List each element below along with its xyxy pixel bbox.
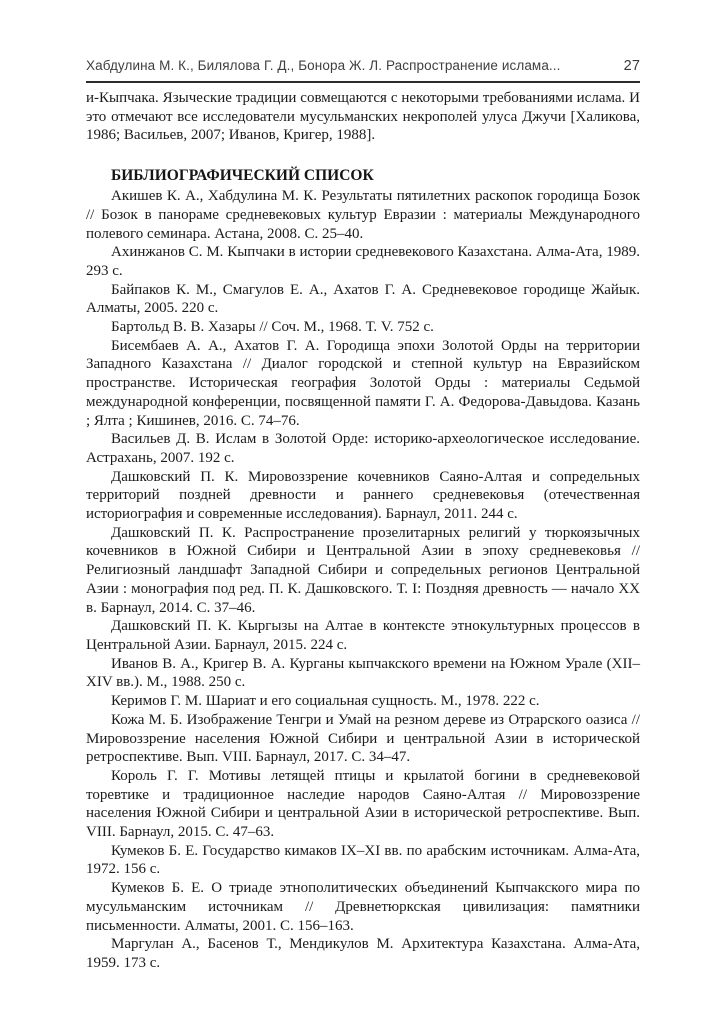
bibliography-entry: Король Г. Г. Мотивы летящей птицы и крылатой богини в средневековой торевтике и традиционное наследие народов Саяно-Алтая // Мировоззрение населения Южной Сибири и центральной Азии в исторической ретроспективе. Вып. VIII. Барнаул, 2015. С. 47–63. bbox=[86, 767, 640, 841]
bibliography-list bbox=[86, 187, 640, 973]
bibliography-entry: Байпаков К. М., Смагулов Е. А., Ахатов Г. А. Средневековое городище Жайык. Алматы, 2005. 220 с. bbox=[86, 281, 640, 317]
page-header bbox=[86, 58, 640, 74]
bibliography-entry: Кожа М. Б. Изображение Тенгри и Умай на резном дереве из Отрарского оазиса // Мировоззрение населения Южной Сибири и центральной Азии в исторической ретроспективе. Вып. VIII. Барнаул, 2017. С. 34–47. bbox=[86, 711, 640, 766]
bibliography-entry: Кумеков Б. Е. О триаде этнополитических объединений Кыпчакского мира по мусульманским источникам // Древнетюркская цивилизация: памятники письменности. Алматы, 2001. С. 156–163. bbox=[86, 880, 640, 934]
bibliography-entry: Ахинжанов С. М. Кыпчаки в истории средневекового Казахстана. Алма-Ата, 1989. 293 с. bbox=[86, 244, 640, 279]
bibliography-heading: БИБЛИОГРАФИЧЕСКИЙ СПИСОК bbox=[111, 167, 374, 185]
header-rule bbox=[86, 81, 640, 83]
bibliography-entry: Бисембаев А. А., Ахатов Г. А. Городища эпохи Золотой Орды на территории Западного Казахстана // Диалог городской и степной культур на Евразийском пространстве. Историческая география Золотой Орды : материалы Седьмой международной конференции, посвященной памяти Г. А. Федорова-Давыдова. Казань ; Ялта ; Кишинев, 2016. С. 74–76. bbox=[86, 337, 640, 429]
body-paragraph: и-Кыпчака. Языческие традиции совмещаются с некоторыми требованиями ислама. И это отмечают все исследователи мусульманских некрополей улуса Джучи [Халикова, 1986; Васильев, 2007; Иванов, Кригер, 1988]. bbox=[86, 90, 640, 144]
running-title: Хабдулина М. К., Билялова Г. Д., Бонора Ж. Л. Распространение ислама... bbox=[86, 58, 561, 73]
page-body bbox=[86, 89, 640, 973]
page-number: 27 bbox=[623, 58, 640, 74]
bibliography-entry: Кумеков Б. Е. Государство кимаков IX–XI вв. по арабским источникам. Алма-Ата, 1972. 156 с. bbox=[86, 842, 640, 878]
bibliography-entry: Дашковский П. К. Кыргызы на Алтае в контексте этнокультурных процессов в Центральной Азии. Барнаул, 2015. 224 с. bbox=[86, 618, 640, 653]
bibliography-entry: Маргулан А., Басенов Т., Мендикулов М. Архитектура Казахстана. Алма-Ата, 1959. 173 с. bbox=[86, 936, 640, 971]
bibliography-entry: Дашковский П. К. Мировоззрение кочевников Саяно-Алтая и сопредельных территорий поздней древности и раннего средневековья (отечественная историография и современные исследования). Барнаул, 2011. 244 с. bbox=[86, 468, 640, 523]
bibliography-entry: Бартольд В. В. Хазары // Соч. М., 1968. Т. V. 752 с. bbox=[111, 319, 434, 336]
bibliography-entry: Васильев Д. В. Ислам в Золотой Орде: историко-археологическое исследование. Астрахань, 2007. 192 с. bbox=[86, 431, 640, 466]
bibliography-entry: Акишев К. А., Хабдулина М. К. Результаты пятилетних раскопок городища Бозок // Бозок в панораме средневековых культур Евразии : материалы Международного полевого семинара. Астана, 2008. С. 25–40. bbox=[86, 188, 640, 242]
bibliography-entry: Иванов В. А., Кригер В. А. Курганы кыпчакского времени на Южном Урале (XII–XIV вв.). М., 1988. 250 с. bbox=[86, 655, 640, 691]
bibliography-entry: Дашковский П. К. Распространение прозелитарных религий у тюркоязычных кочевников в Южной Сибири и Центральной Азии в эпоху средневековья // Религиозный ландшафт Западной Сибири и сопредельных регионов Центральной Азии : монография под ред. П. К. Дашковского. Т. I: Поздняя древность — начало XX в. Барнаул, 2014. С. 37–46. bbox=[86, 524, 640, 616]
bibliography-entry: Керимов Г. М. Шариат и его социальная сущность. М., 1978. 222 с. bbox=[111, 693, 540, 710]
